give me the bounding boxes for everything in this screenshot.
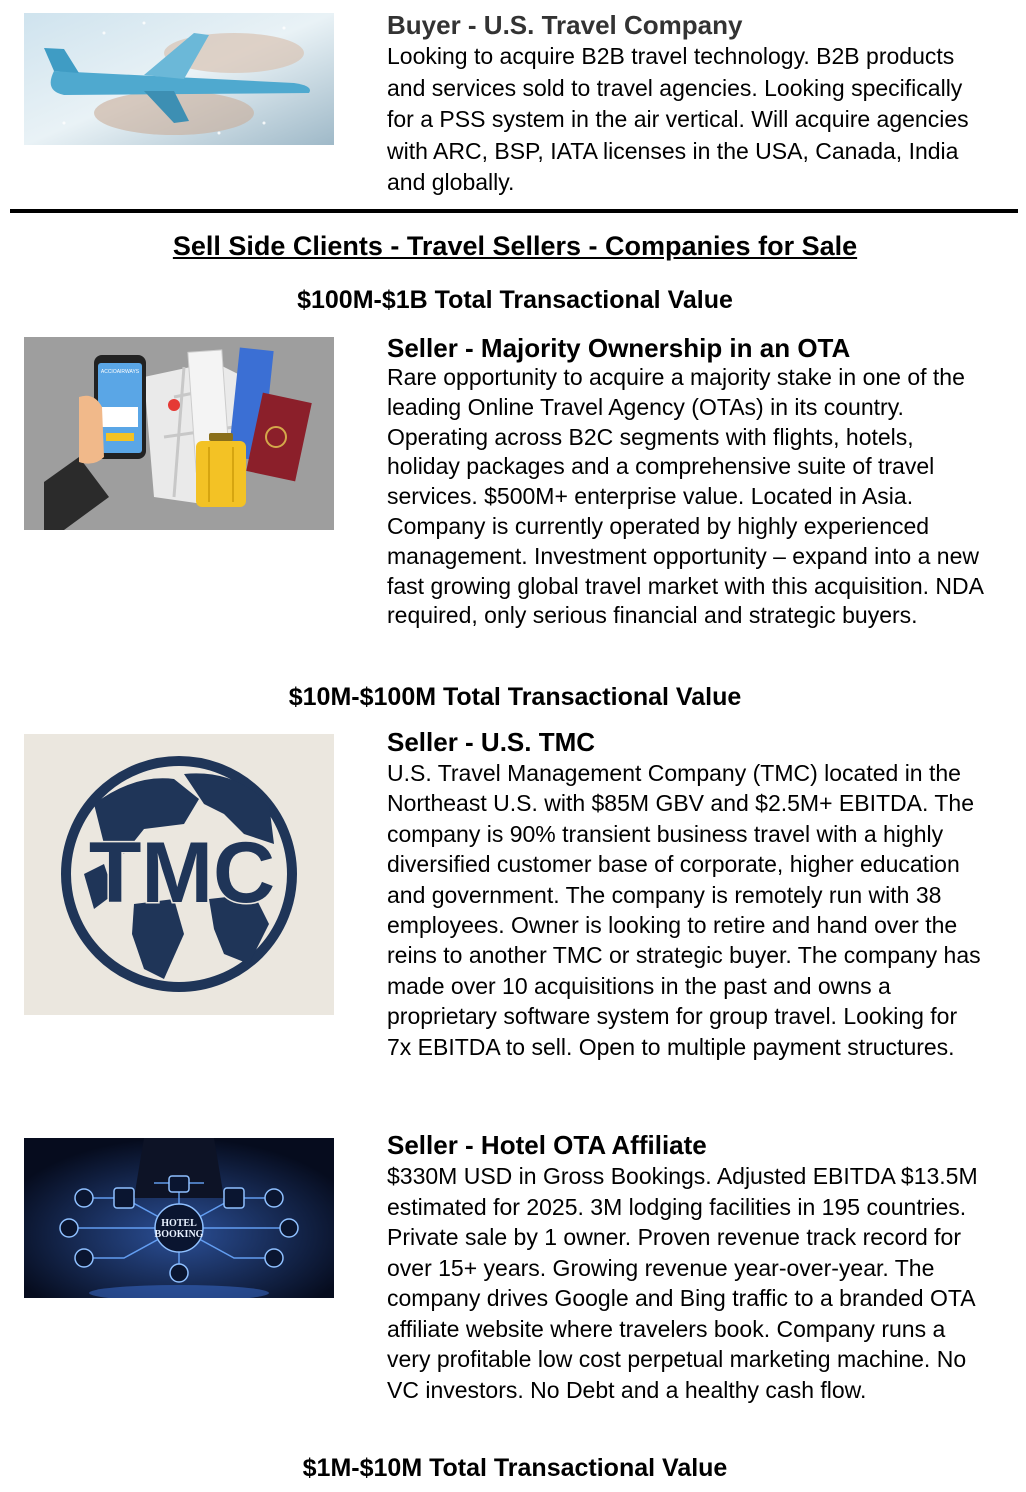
airplane-in-hands-image [24,13,334,145]
tmc-logo-text: TMC [88,825,276,921]
sell-side-heading: Sell Side Clients - Travel Sellers - Companies for Sale [172,231,858,261]
listing-description: U.S. Travel Management Company (TMC) located in the Northeast U.S. with $85M GBV and $2.5M+ EBITDA. The company is 90% transient business travel with a highly diversified customer base of corporate, higher education and government. The company is remotely run with 38 employees. Owner is looking to retire and hand over the reins to another TMC or strategic buyer. The company has made over 10 acquisitions in the past and owns a proprietary software system for group travel. Looking for 7x EBITDA to sell. Open to multiple payment structures. [387,760,981,1060]
buyer-title: Buyer - U.S. Travel Company [387,10,743,40]
hotel-booking-network-image [24,1138,334,1298]
tmc-globe-image [24,734,334,1015]
listing-title: Seller - U.S. TMC [387,727,596,757]
section-divider [10,209,1018,213]
hotel-label-1: HOTEL [161,1218,197,1229]
tier-heading: $100M-$1B Total Transactional Value [297,286,733,314]
phone-app-name: ACCIOAIRWAYS [100,369,140,375]
tier-heading: $1M-$10M Total Transactional Value [302,1454,728,1482]
listing-title: Seller - Hotel OTA Affiliate [387,1130,707,1160]
hotel-network-icon [24,1138,334,1298]
hotel-label-2: BOOKING [154,1229,204,1240]
listing-title: Seller - Majority Ownership in an OTA [387,333,851,363]
tier-heading: $10M-$100M Total Transactional Value [288,683,742,711]
airplane-icon [24,13,334,145]
phone-booking-travel-image [24,337,334,530]
listing-description: $330M USD in Gross Bookings. Adjusted EBITDA $13.5M estimated for 2025. 3M lodging facilities in 195 countries. Private sale by 1 owner. Proven revenue track record for over 15+ years. Growing revenue year-over-year. The company drives Google and Bing traffic to a branded OTA affiliate website where travelers book. Company runs a very profitable low cost perpetual marketing machine. No VC investors. No Debt and a healthy cash flow. [387,1163,978,1403]
phone-travel-icon [24,337,334,530]
listing-description: Rare opportunity to acquire a majority stake in one of the leading Online Travel Agency (OTAs) in its country. Operating across B2C segments with flights, hotels, holiday packages and a comprehensive suite of travel services. $500M+ enterprise value. Located in Asia. Company is currently operated by highly experienced management. Investment opportunity – expand into a new fast growing global travel market with this acquisition. NDA required, only serious financial and strategic buyers. [387,364,983,629]
buyer-description: Looking to acquire B2B travel technology. B2B products and services sold to travel agencies. Looking specifically for a PSS system in the air vertical. Will acquire agencies with ARC, BSP, IATA licenses in the USA, Canada, India and globally. [387,43,969,196]
globe-icon [24,734,334,1015]
